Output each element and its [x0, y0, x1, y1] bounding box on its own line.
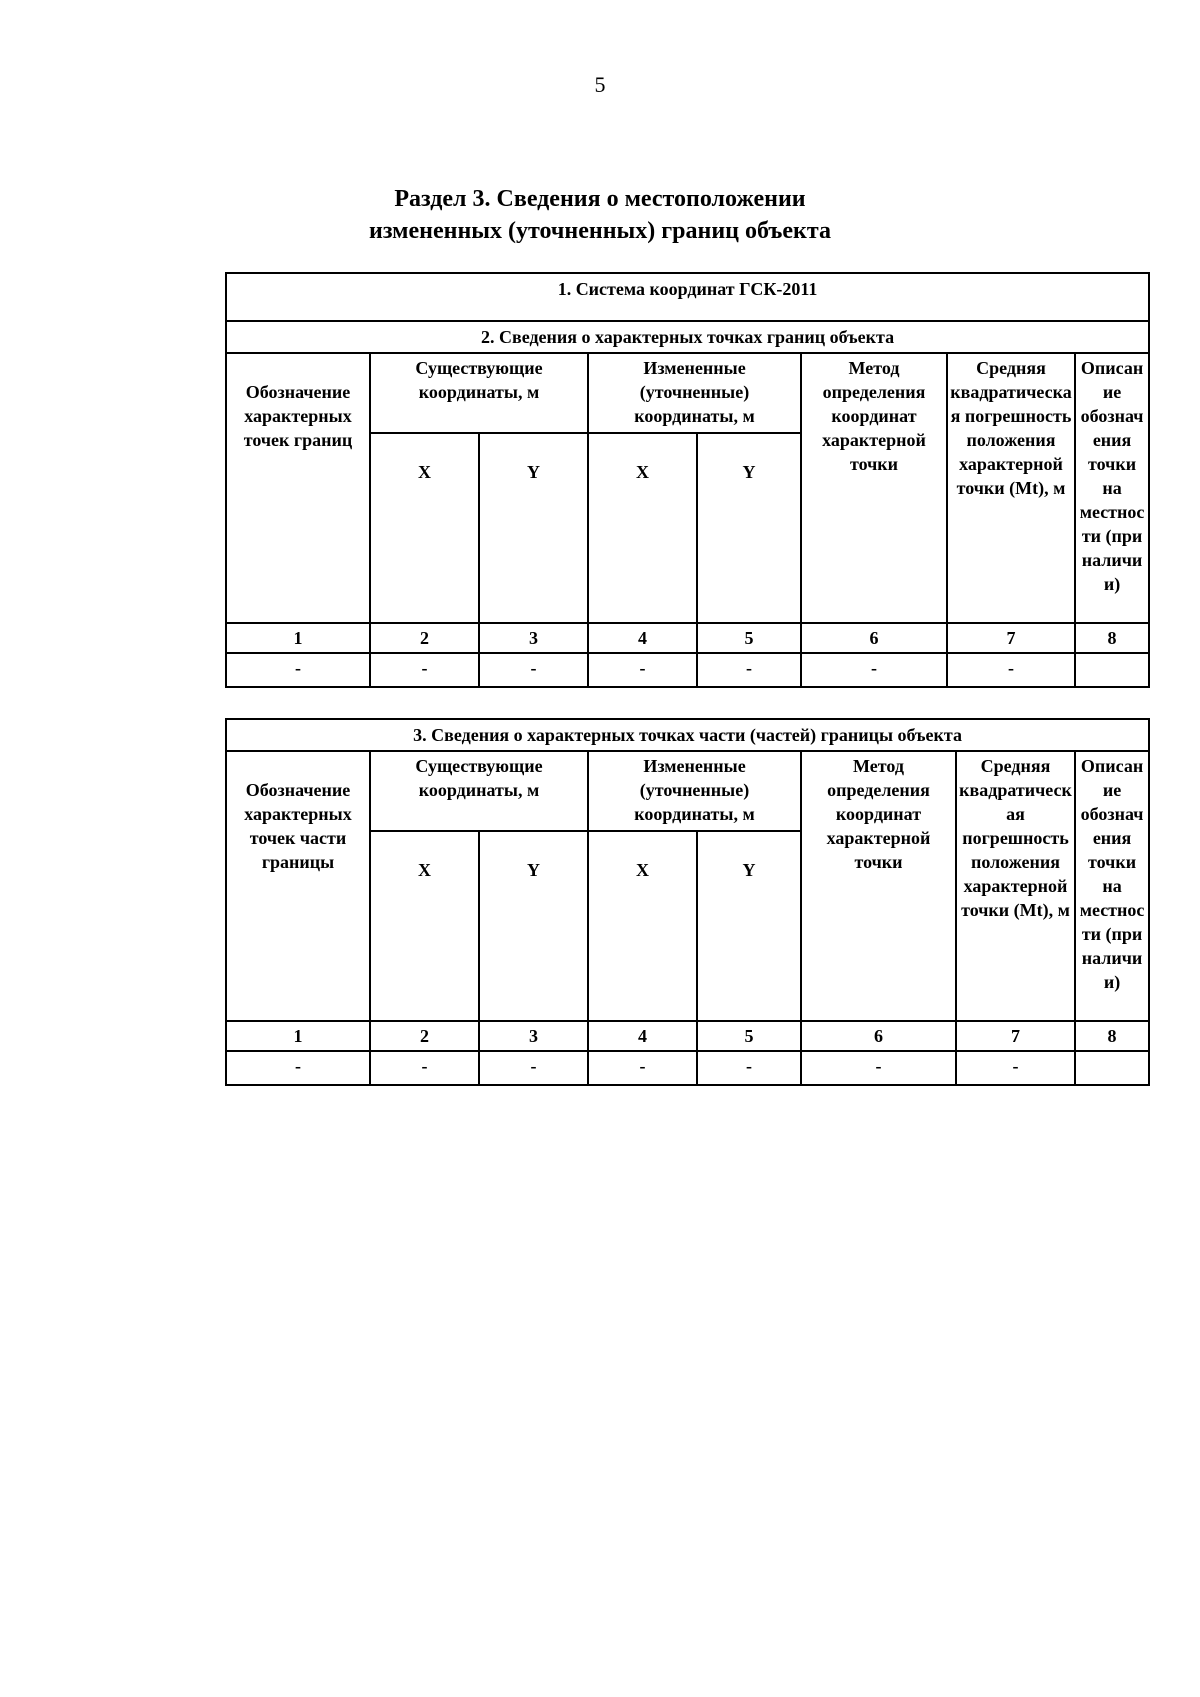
header-changed-x: X: [588, 831, 697, 1021]
coordinate-system-cell: 1. Система координат ГСК-2011: [226, 273, 1149, 321]
column-number: 8: [1075, 1021, 1149, 1051]
column-number: 3: [479, 623, 588, 653]
header-designation: Обозначение характерных точек части границы: [226, 751, 370, 1021]
table-cell: [1075, 653, 1149, 687]
table-cell: -: [479, 653, 588, 687]
table-row: [226, 1051, 1149, 1085]
header-changed-coordinates: Измененные (уточненные) координаты, м: [588, 353, 801, 433]
column-number: 2: [370, 1021, 479, 1051]
boundary-part-points-table: [225, 718, 1150, 1086]
header-existing-x: X: [370, 433, 479, 623]
header-method: Метод определения координат характерной точки: [801, 353, 947, 623]
header-mean-error: Средняя квадратическая погрешность положения характерной точки (Mt), м: [947, 353, 1075, 623]
header-existing-coordinates: Существующие координаты, м: [370, 353, 588, 433]
header-existing-y: Y: [479, 831, 588, 1021]
column-number: 4: [588, 623, 697, 653]
column-number: 7: [947, 623, 1075, 653]
table-cell: -: [370, 653, 479, 687]
column-number: 2: [370, 623, 479, 653]
header-method: Метод определения координат характерной точки: [801, 751, 956, 1021]
column-number: 5: [697, 623, 801, 653]
header-description: Описание обозначения точки на местности (при наличии): [1075, 751, 1149, 1021]
table-cell: -: [801, 1051, 956, 1085]
header-changed-coordinates: Измененные (уточненные) координаты, м: [588, 751, 801, 831]
header-mean-error: Средняя квадратическая погрешность положения характерной точки (Mt), м: [956, 751, 1075, 1021]
column-number: 1: [226, 1021, 370, 1051]
table-cell: -: [956, 1051, 1075, 1085]
table-cell: -: [226, 653, 370, 687]
table-subtitle: 2. Сведения о характерных точках границ объекта: [226, 321, 1149, 353]
column-numbers-row: [226, 1021, 1149, 1051]
header-changed-y: Y: [697, 433, 801, 623]
table-cell: -: [801, 653, 947, 687]
column-number: 6: [801, 623, 947, 653]
header-existing-coordinates: Существующие координаты, м: [370, 751, 588, 831]
table-cell: -: [370, 1051, 479, 1085]
table-cell: -: [226, 1051, 370, 1085]
column-number: 4: [588, 1021, 697, 1051]
table-cell: -: [947, 653, 1075, 687]
section-title: [0, 183, 1200, 247]
header-changed-x: X: [588, 433, 697, 623]
table-cell: -: [588, 653, 697, 687]
column-number: 5: [697, 1021, 801, 1051]
column-number: 8: [1075, 623, 1149, 653]
header-existing-x: X: [370, 831, 479, 1021]
column-number: 6: [801, 1021, 956, 1051]
column-number: 1: [226, 623, 370, 653]
header-designation: Обозначение характерных точек границ: [226, 353, 370, 623]
section-title-line-1: Раздел 3. Сведения о местоположении: [394, 186, 806, 212]
table-cell: [1075, 1051, 1149, 1085]
table-cell: -: [697, 1051, 801, 1085]
table-cell: -: [479, 1051, 588, 1085]
table-subtitle: 3. Сведения о характерных точках части (частей) границы объекта: [226, 719, 1149, 751]
section-title-line-2: измененных (уточненных) границ объекта: [369, 218, 831, 244]
table-row: [226, 653, 1149, 687]
page-number: 5: [594, 72, 606, 97]
column-numbers-row: [226, 623, 1149, 653]
header-changed-y: Y: [697, 831, 801, 1021]
column-number: 7: [956, 1021, 1075, 1051]
header-existing-y: Y: [479, 433, 588, 623]
table-cell: -: [697, 653, 801, 687]
header-description: Описание обозначения точки на местности (при наличии): [1075, 353, 1149, 623]
table-cell: -: [588, 1051, 697, 1085]
boundary-points-table: [225, 272, 1150, 688]
column-number: 3: [479, 1021, 588, 1051]
